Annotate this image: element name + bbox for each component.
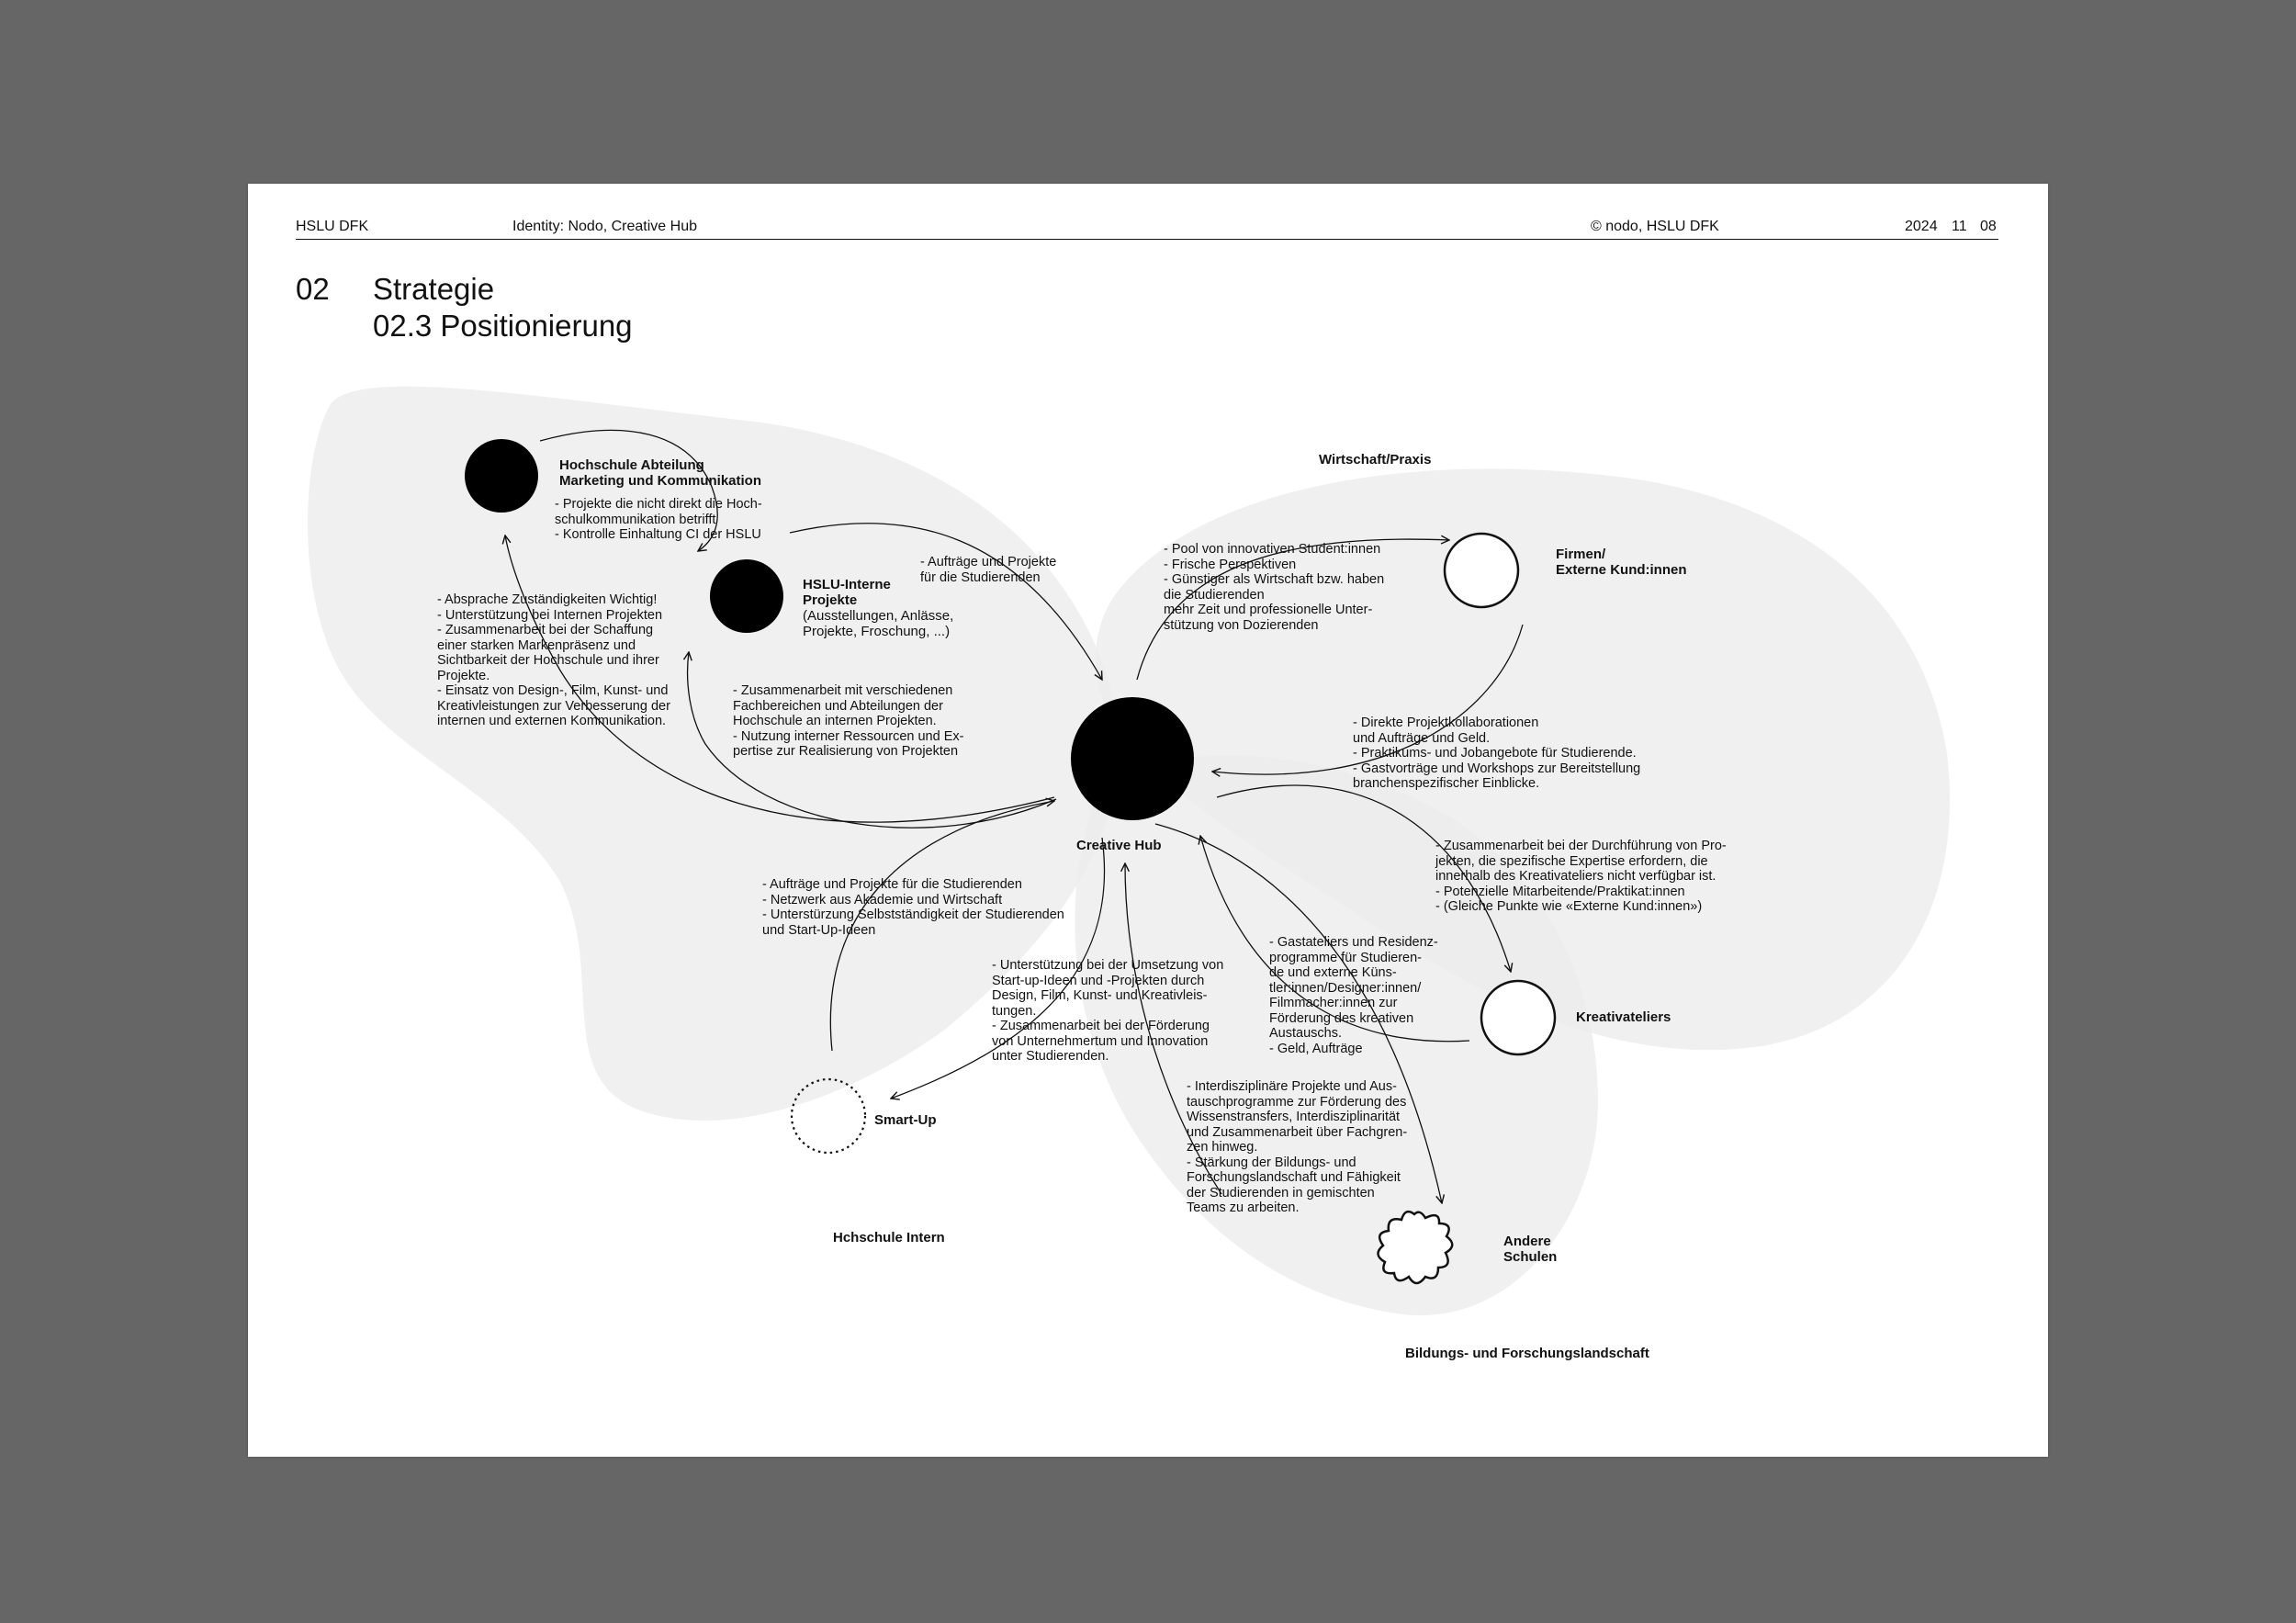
- header-page-number: 08: [1980, 219, 1997, 234]
- label-marketing: Hochschule Abteilung Marketing und Kommunikation: [559, 457, 762, 489]
- node-hslu-intern: [710, 559, 783, 633]
- section-subtitle: 02.3 Positionierung: [373, 309, 633, 343]
- label-kreativateliers: Kreativateliers: [1576, 1009, 1671, 1025]
- header-year: 2024: [1905, 219, 1938, 234]
- note-interdisziplinaer: - Interdisziplinäre Projekte und Aus- tauschprogramme zur Förderung des Wissenstransfers, Interdisziplinarität und Zusammenarbeit über Fachgren- zen hinweg. - Stärkung der Bildungs- und Forschungslandschaft und Fähigkeit der Studierenden in gemischten Teams zu arbeiten.: [1187, 1079, 1408, 1215]
- node-creative-hub: [1071, 697, 1194, 820]
- note-absprache: - Absprache Zuständigkeiten Wichtig! - Unterstützung bei Internen Projekten - Zusammenarbeit bei der Schaffung einer starken Markenpräsenz und Sichtbarkeit der Hochschule und ihrer Projekte. - Einsatz von Design-, Film, Kunst- und Kreativleistungen zur Verbesserung der internen und externen Kommunikation.: [437, 592, 670, 728]
- note-kreativ-collab: - Zusammenarbeit bei der Durchführung von Pro- jekten, die spezifische Expertise erfordern, die innerhalb des Kreativateliers nicht verfügbar ist. - Potenzielle Mitarbeitende/Praktikat:innen - (Gleiche Punkte wie «Externe Kund:innen»): [1435, 839, 1727, 914]
- label-andere-schulen: Andere Schulen: [1503, 1234, 1558, 1265]
- region-label-intern: Hchschule Intern: [833, 1230, 945, 1245]
- region-label-wirtschaft: Wirtschaft/Praxis: [1319, 452, 1432, 468]
- note-pool: - Pool von innovativen Student:innen - Frische Perspektiven - Günstiger als Wirtschaft bzw. haben die Studierenden mehr Zeit und professionelle Unter- stützung von Dozierenden: [1164, 542, 1385, 633]
- note-zusammenarbeit: - Zusammenarbeit mit verschiedenen Fachbereichen und Abteilungen der Hochschule an internen Projekten. - Nutzung interner Ressourcen und Ex- pertise zur Realisierung von Projekten: [733, 683, 964, 759]
- label-smartup: Smart-Up: [874, 1112, 937, 1128]
- label-firmen: Firmen/ Externe Kund:innen: [1556, 547, 1687, 578]
- note-smartup-tasks: - Aufträge und Projekte für die Studierenden - Netzwerk aus Akademie und Wirtschaft - Unterstürzung Selbstständigkeit der Studierenden und Start-Up-Ideen: [762, 877, 1064, 938]
- header-org: HSLU DFK: [296, 219, 369, 234]
- document-page: [248, 184, 2048, 1457]
- note-gast: - Gastateliers und Residenz- programme für Studieren- de und externe Küns- tler:innen/Designer:innen/ Filmmacher:innen zur Förderung des kreativen Austauschs. - Geld, Aufträge: [1269, 935, 1438, 1056]
- note-marketing: - Projekte die nicht direkt die Hoch- schulkommunikation betrifft - Kontrolle Einhaltung CI der HSLU: [555, 497, 762, 542]
- positioning-diagram: [248, 184, 2048, 1457]
- note-auftraege: - Aufträge und Projekte für die Studierenden: [920, 555, 1057, 585]
- region-label-bildung: Bildungs- und Forschungslandschaft: [1405, 1346, 1649, 1361]
- label-creative-hub: Creative Hub: [1076, 838, 1162, 853]
- label-hslu-intern: HSLU-Interne Projekte (Ausstellungen, Anlässe, Projekte, Froschung, ...): [803, 577, 954, 639]
- node-marketing: [465, 439, 538, 513]
- section-number: 02: [296, 272, 330, 306]
- header-month: 11: [1952, 219, 1967, 234]
- node-kreativateliers: [1481, 981, 1555, 1054]
- node-firmen: [1445, 534, 1518, 607]
- header-project: Identity: Nodo, Creative Hub: [512, 219, 697, 234]
- note-umsetzung: - Unterstützung bei der Umsetzung von Start-up-Ideen und -Projekten durch Design, Film, Kunst- und Kreativleis- tungen. - Zusammenarbeit bei der Förderung von Unternehmertum und Innovation unter Studierenden.: [992, 958, 1224, 1064]
- section-title: Strategie: [373, 272, 495, 306]
- note-direkte: - Direkte Projektkollaborationen und Aufträge und Geld. - Praktikums- und Jobangebote für Studierende. - Gastvorträge und Workshops zur Bereitstellung branchenspezifischer Einblicke.: [1353, 716, 1641, 791]
- header-copyright: © nodo, HSLU DFK: [1591, 219, 1719, 234]
